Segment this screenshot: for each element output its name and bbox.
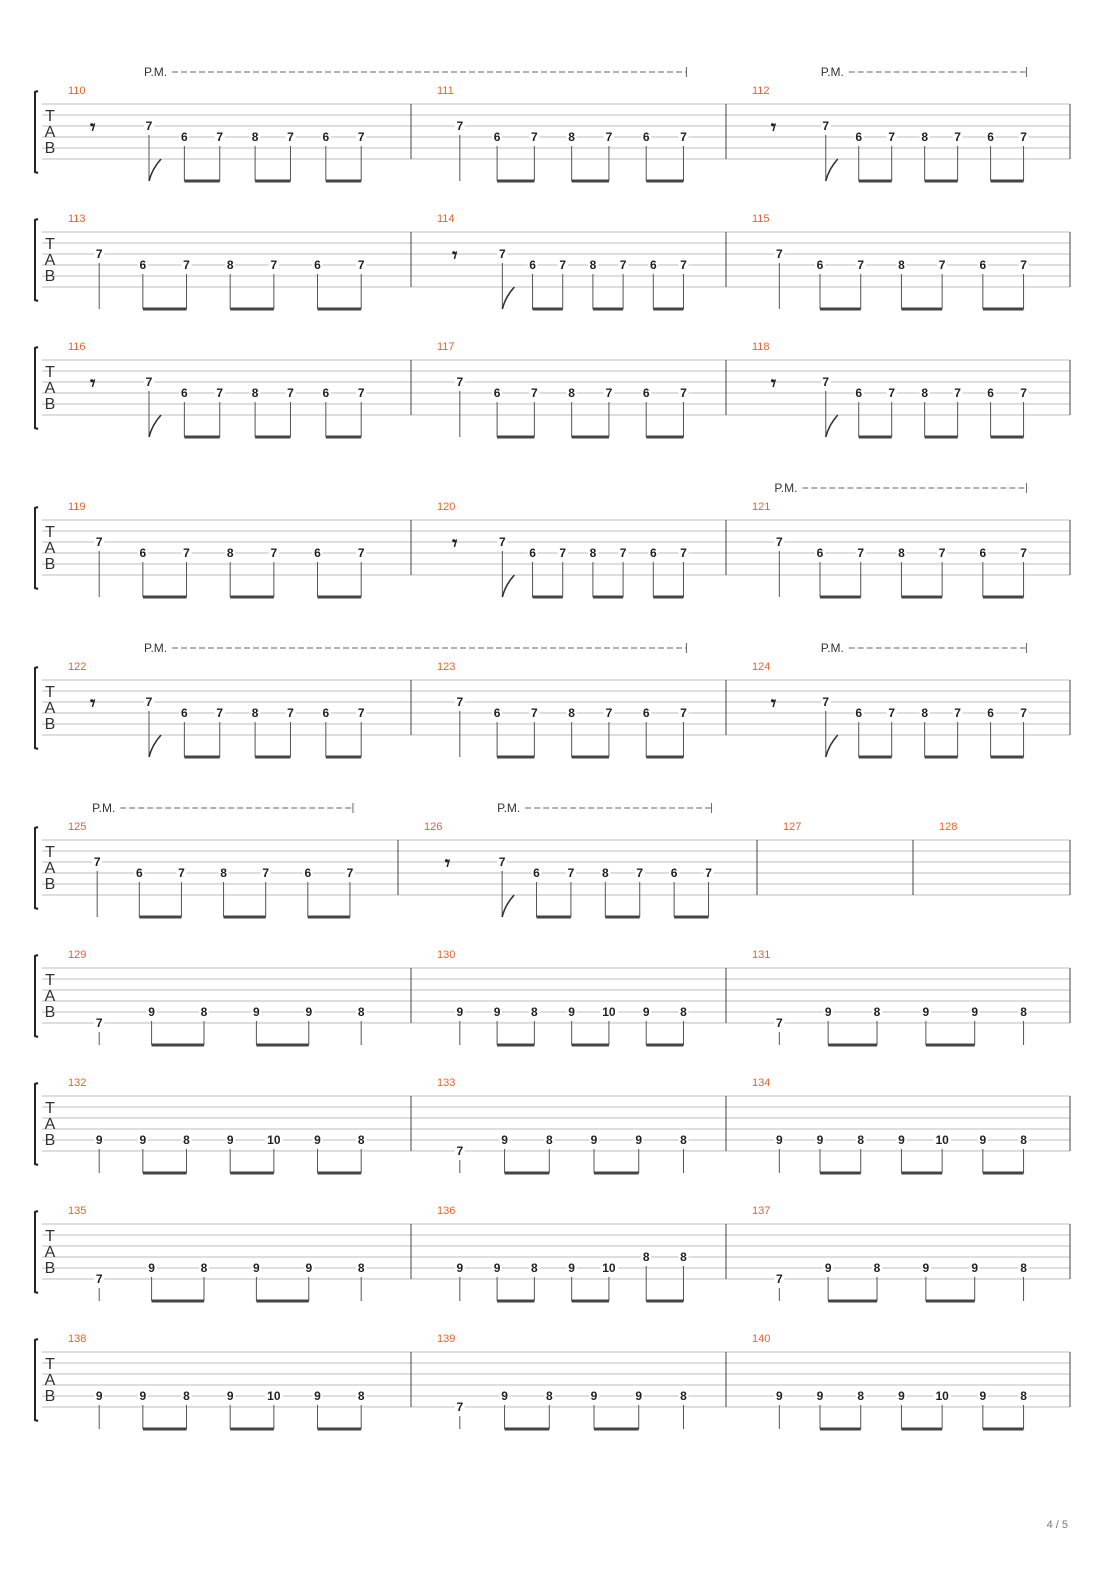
fret-number: 7: [216, 386, 224, 400]
fret-number: 9: [148, 1261, 155, 1275]
fret-number: 7: [605, 386, 613, 400]
fret-number: 7: [287, 130, 294, 144]
fret-number: 9: [568, 1005, 575, 1019]
fret-number: 8: [898, 546, 905, 560]
fret-number: 6: [642, 386, 650, 400]
fret-number: 6: [642, 706, 650, 720]
measure-number: 110: [68, 85, 86, 97]
fret-number: 8: [568, 706, 575, 720]
tab-clef-letter: T: [45, 684, 55, 701]
note-flag: [502, 895, 514, 917]
palm-mute-label: P.M.: [144, 65, 168, 79]
tab-clef-letter: T: [45, 1356, 55, 1373]
eighth-rest: 𝄾: [452, 531, 458, 555]
fret-number: 7: [1020, 130, 1027, 144]
fret-number: 6: [181, 706, 188, 720]
fret-number: 9: [971, 1261, 979, 1275]
tab-clef-letter: B: [44, 1004, 56, 1021]
measure-number: 137: [752, 1205, 771, 1217]
fret-number: 9: [898, 1133, 905, 1147]
fret-number: 6: [493, 386, 501, 400]
system-bracket: [35, 827, 38, 909]
fret-number: 9: [501, 1389, 508, 1403]
fret-number: 9: [816, 1133, 824, 1147]
measure-number: 127: [783, 821, 802, 833]
fret-number: 7: [567, 866, 575, 880]
eighth-rest: 𝄾: [770, 691, 777, 715]
fret-number: 6: [529, 546, 536, 560]
system-bracket: [35, 219, 38, 301]
fret-number: 8: [220, 866, 227, 880]
fret-number: 9: [148, 1005, 155, 1019]
fret-number: 6: [816, 546, 824, 560]
fret-number: 8: [857, 1389, 865, 1403]
fret-number: 6: [987, 386, 994, 400]
fret-number: 9: [922, 1005, 930, 1019]
fret-number: 7: [938, 258, 946, 272]
tab-clef-letter: T: [45, 524, 55, 541]
fret-number: 9: [590, 1389, 598, 1403]
fret-number: 8: [857, 1133, 865, 1147]
measure-number: 112: [752, 85, 770, 97]
fret-number: 7: [346, 866, 354, 880]
fret-number: 6: [649, 258, 657, 272]
fret-number: 9: [314, 1133, 321, 1147]
measure-number: 135: [68, 1205, 87, 1217]
fret-number: 9: [824, 1005, 832, 1019]
fret-number: 8: [251, 706, 259, 720]
fret-number: 7: [954, 386, 961, 400]
eighth-rest: 𝄾: [770, 115, 777, 139]
measure-number: 120: [437, 501, 456, 513]
fret-number: 7: [456, 695, 464, 709]
measure-number: 126: [424, 821, 443, 833]
fret-number: 8: [921, 386, 929, 400]
system-bracket: [35, 1083, 38, 1165]
fret-number: 6: [322, 706, 330, 720]
fret-number: 7: [822, 375, 830, 389]
tab-clef-letter: A: [44, 540, 56, 557]
fret-number: 9: [775, 1133, 783, 1147]
fret-number: 7: [680, 130, 687, 144]
tab-clef-letter: A: [44, 1372, 56, 1389]
measure-number: 118: [752, 341, 770, 353]
fret-number: 6: [493, 706, 501, 720]
note-flag: [502, 287, 514, 309]
tab-clef-letter: A: [44, 252, 56, 269]
fret-number: 8: [200, 1005, 208, 1019]
fret-number: 9: [305, 1005, 313, 1019]
measure-number: 125: [68, 821, 87, 833]
palm-mute-label: P.M.: [774, 481, 798, 495]
fret-number: 7: [456, 1400, 464, 1414]
tab-clef-letter: A: [44, 860, 56, 877]
fret-number: 6: [979, 546, 987, 560]
fret-number: 7: [456, 1144, 464, 1158]
fret-number: 10: [267, 1133, 281, 1147]
fret-number: 7: [857, 546, 865, 560]
fret-number: 8: [251, 386, 259, 400]
tab-clef-letter: T: [45, 1100, 55, 1117]
measure-number: 140: [752, 1333, 771, 1345]
measure-number: 117: [437, 341, 455, 353]
tab-clef-letter: B: [44, 876, 56, 893]
page-number: 4 / 5: [1046, 1519, 1068, 1531]
fret-number: 10: [602, 1005, 616, 1019]
fret-number: 10: [267, 1389, 281, 1403]
fret-number: 7: [178, 866, 185, 880]
fret-number: 7: [888, 130, 896, 144]
fret-number: 8: [1020, 1261, 1027, 1275]
fret-number: 6: [855, 130, 863, 144]
fret-number: 7: [938, 546, 946, 560]
fret-number: 9: [898, 1389, 905, 1403]
fret-number: 6: [816, 258, 824, 272]
measure-number: 114: [437, 213, 455, 225]
palm-mute-label: P.M.: [92, 801, 116, 815]
fret-number: 6: [529, 258, 536, 272]
fret-number: 8: [251, 130, 259, 144]
fret-number: 7: [636, 866, 644, 880]
fret-number: 8: [226, 258, 234, 272]
tab-clef-letter: T: [45, 108, 55, 125]
fret-number: 8: [589, 546, 597, 560]
palm-mute-label: P.M.: [497, 801, 521, 815]
tab-clef-letter: T: [45, 236, 55, 253]
fret-number: 6: [533, 866, 540, 880]
fret-number: 9: [635, 1389, 643, 1403]
fret-number: 8: [568, 130, 575, 144]
fret-number: 7: [954, 706, 961, 720]
fret-number: 7: [456, 119, 464, 133]
tab-clef-letter: B: [44, 1260, 56, 1277]
tab-clef-letter: A: [44, 700, 56, 717]
fret-number: 7: [705, 866, 712, 880]
fret-number: 7: [775, 1016, 783, 1030]
measure-number: 138: [68, 1333, 87, 1345]
measure-number: 113: [68, 213, 86, 225]
tab-clef-letter: A: [44, 124, 56, 141]
system-bracket: [35, 955, 38, 1037]
fret-number: 7: [1020, 546, 1027, 560]
fret-number: 9: [979, 1389, 987, 1403]
eighth-rest: 𝄾: [90, 371, 96, 395]
fret-number: 6: [322, 386, 330, 400]
fret-number: 8: [183, 1133, 190, 1147]
fret-number: 6: [314, 546, 321, 560]
fret-number: 9: [590, 1133, 598, 1147]
fret-number: 6: [322, 130, 330, 144]
fret-number: 9: [775, 1389, 783, 1403]
fret-number: 7: [680, 386, 687, 400]
fret-number: 7: [499, 247, 506, 261]
fret-number: 6: [493, 130, 501, 144]
measure-number: 136: [437, 1205, 456, 1217]
fret-number: 7: [287, 386, 294, 400]
eighth-rest: 𝄾: [90, 691, 96, 715]
fret-number: 10: [935, 1389, 949, 1403]
fret-number: 7: [456, 375, 464, 389]
eighth-rest: 𝄾: [452, 243, 458, 267]
fret-number: 7: [93, 855, 101, 869]
fret-number: 6: [314, 258, 321, 272]
fret-number: 8: [680, 1389, 687, 1403]
tab-clef-letter: T: [45, 364, 55, 381]
fret-number: 7: [822, 695, 830, 709]
measure-number: 111: [437, 85, 454, 97]
measure-number: 133: [437, 1077, 456, 1089]
fret-number: 9: [635, 1133, 643, 1147]
tab-clef-letter: A: [44, 1244, 56, 1261]
fret-number: 9: [824, 1261, 832, 1275]
fret-number: 8: [680, 1133, 687, 1147]
fret-number: 8: [1020, 1005, 1027, 1019]
fret-number: 9: [95, 1133, 103, 1147]
fret-number: 9: [922, 1261, 930, 1275]
fret-number: 7: [1020, 706, 1027, 720]
measure-number: 128: [939, 821, 958, 833]
fret-number: 9: [305, 1261, 313, 1275]
fret-number: 9: [493, 1261, 501, 1275]
fret-number: 7: [216, 706, 224, 720]
fret-number: 7: [183, 546, 190, 560]
fret-number: 7: [498, 855, 506, 869]
fret-number: 8: [873, 1005, 881, 1019]
fret-number: 8: [531, 1261, 538, 1275]
measure-number: 122: [68, 661, 87, 673]
tab-clef-letter: B: [44, 556, 56, 573]
fret-number: 7: [1020, 258, 1027, 272]
fret-number: 7: [183, 258, 190, 272]
fret-number: 7: [357, 546, 365, 560]
fret-number: 6: [181, 386, 188, 400]
fret-number: 8: [545, 1133, 553, 1147]
fret-number: 7: [262, 866, 270, 880]
fret-number: 7: [357, 706, 365, 720]
system-bracket: [35, 347, 38, 429]
fret-number: 7: [1020, 386, 1027, 400]
fret-number: 7: [605, 706, 613, 720]
note-flag: [149, 159, 161, 181]
fret-number: 6: [855, 386, 863, 400]
measure-number: 129: [68, 949, 87, 961]
system-bracket: [35, 1211, 38, 1293]
eighth-rest: 𝄾: [444, 851, 451, 875]
fret-number: 6: [649, 546, 657, 560]
tab-clef-letter: A: [44, 380, 56, 397]
fret-number: 6: [139, 258, 147, 272]
fret-number: 9: [816, 1389, 824, 1403]
fret-number: 7: [531, 386, 538, 400]
fret-number: 8: [589, 258, 597, 272]
fret-number: 7: [775, 1272, 783, 1286]
fret-number: 7: [822, 119, 830, 133]
measure-number: 121: [752, 501, 771, 513]
system-bracket: [35, 1339, 38, 1421]
measure-number: 124: [752, 661, 771, 673]
fret-number: 9: [971, 1005, 979, 1019]
measure-number: 130: [437, 949, 456, 961]
fret-number: 8: [568, 386, 575, 400]
fret-number: 8: [921, 130, 929, 144]
fret-number: 9: [642, 1005, 650, 1019]
fret-number: 7: [888, 386, 896, 400]
fret-number: 7: [619, 258, 627, 272]
tab-clef-letter: B: [44, 1388, 56, 1405]
fret-number: 8: [1020, 1133, 1027, 1147]
fret-number: 8: [545, 1389, 553, 1403]
measure-number: 132: [68, 1077, 87, 1089]
tab-clef-letter: T: [45, 972, 55, 989]
fret-number: 7: [619, 546, 627, 560]
fret-number: 8: [873, 1261, 881, 1275]
fret-number: 8: [921, 706, 929, 720]
note-flag: [826, 159, 838, 181]
fret-number: 9: [139, 1133, 147, 1147]
fret-number: 7: [857, 258, 865, 272]
fret-number: 6: [670, 866, 678, 880]
system-bracket: [35, 667, 38, 749]
fret-number: 6: [987, 130, 994, 144]
fret-number: 9: [568, 1261, 575, 1275]
fret-number: 10: [602, 1261, 616, 1275]
fret-number: 7: [95, 1016, 103, 1030]
fret-number: 7: [775, 535, 783, 549]
fret-number: 7: [499, 535, 506, 549]
fret-number: 7: [145, 119, 153, 133]
eighth-rest: 𝄾: [90, 115, 96, 139]
fret-number: 8: [357, 1133, 365, 1147]
note-flag: [502, 575, 514, 597]
fret-number: 9: [226, 1133, 234, 1147]
fret-number: 7: [145, 695, 153, 709]
tab-clef-letter: T: [45, 844, 55, 861]
fret-number: 7: [357, 386, 365, 400]
tab-clef-letter: A: [44, 1116, 56, 1133]
fret-number: 6: [642, 130, 650, 144]
fret-number: 7: [559, 258, 567, 272]
note-flag: [826, 735, 838, 757]
fret-number: 9: [314, 1389, 321, 1403]
fret-number: 9: [493, 1005, 501, 1019]
fret-number: 7: [559, 546, 567, 560]
tab-clef-letter: B: [44, 716, 56, 733]
fret-number: 6: [855, 706, 863, 720]
fret-number: 8: [200, 1261, 208, 1275]
note-flag: [826, 415, 838, 437]
fret-number: 10: [935, 1133, 949, 1147]
fret-number: 9: [456, 1261, 464, 1275]
fret-number: 8: [898, 258, 905, 272]
fret-number: 7: [270, 258, 278, 272]
measure-number: 134: [752, 1077, 771, 1089]
tab-clef-letter: A: [44, 988, 56, 1005]
fret-number: 8: [642, 1250, 650, 1264]
fret-number: 7: [95, 1272, 103, 1286]
fret-number: 6: [979, 258, 987, 272]
fret-number: 9: [139, 1389, 147, 1403]
measure-number: 131: [752, 949, 771, 961]
fret-number: 9: [501, 1133, 508, 1147]
fret-number: 6: [139, 546, 147, 560]
fret-number: 9: [979, 1133, 987, 1147]
fret-number: 7: [270, 546, 278, 560]
note-flag: [149, 735, 161, 757]
tab-clef-letter: B: [44, 1132, 56, 1149]
fret-number: 7: [95, 247, 103, 261]
fret-number: 9: [253, 1005, 260, 1019]
measure-number: 123: [437, 661, 456, 673]
palm-mute-label: P.M.: [820, 641, 844, 655]
measure-number: 139: [437, 1333, 456, 1345]
fret-number: 7: [680, 258, 687, 272]
fret-number: 8: [1020, 1389, 1027, 1403]
fret-number: 9: [95, 1389, 103, 1403]
measure-number: 116: [68, 341, 86, 353]
fret-number: 7: [605, 130, 613, 144]
fret-number: 8: [680, 1250, 687, 1264]
palm-mute-label: P.M.: [820, 65, 844, 79]
fret-number: 9: [253, 1261, 260, 1275]
fret-number: 8: [183, 1389, 190, 1403]
fret-number: 7: [216, 130, 224, 144]
fret-number: 7: [954, 130, 961, 144]
eighth-rest: 𝄾: [770, 371, 777, 395]
tab-clef-letter: B: [44, 396, 56, 413]
fret-number: 7: [531, 130, 538, 144]
fret-number: 7: [145, 375, 153, 389]
fret-number: 7: [287, 706, 294, 720]
fret-number: 8: [357, 1389, 365, 1403]
fret-number: 7: [680, 546, 687, 560]
fret-number: 6: [304, 866, 312, 880]
fret-number: 7: [531, 706, 538, 720]
fret-number: 6: [135, 866, 143, 880]
fret-number: 8: [357, 1261, 365, 1275]
fret-number: 8: [680, 1005, 687, 1019]
tab-clef-letter: B: [44, 268, 56, 285]
fret-number: 7: [95, 535, 103, 549]
measure-number: 119: [68, 501, 86, 513]
note-flag: [149, 415, 161, 437]
fret-number: 7: [775, 247, 783, 261]
fret-number: 8: [357, 1005, 365, 1019]
fret-number: 7: [357, 130, 365, 144]
fret-number: 8: [601, 866, 609, 880]
fret-number: 8: [531, 1005, 538, 1019]
measure-number: 115: [752, 213, 770, 225]
tab-clef-letter: T: [45, 1228, 55, 1245]
fret-number: 7: [680, 706, 687, 720]
fret-number: 7: [888, 706, 896, 720]
tab-clef-letter: B: [44, 140, 56, 157]
fret-number: 7: [357, 258, 365, 272]
fret-number: 9: [456, 1005, 464, 1019]
fret-number: 6: [987, 706, 994, 720]
fret-number: 6: [181, 130, 188, 144]
fret-number: 8: [226, 546, 234, 560]
system-bracket: [35, 91, 38, 173]
palm-mute-label: P.M.: [144, 641, 168, 655]
fret-number: 9: [226, 1389, 234, 1403]
system-bracket: [35, 507, 38, 589]
